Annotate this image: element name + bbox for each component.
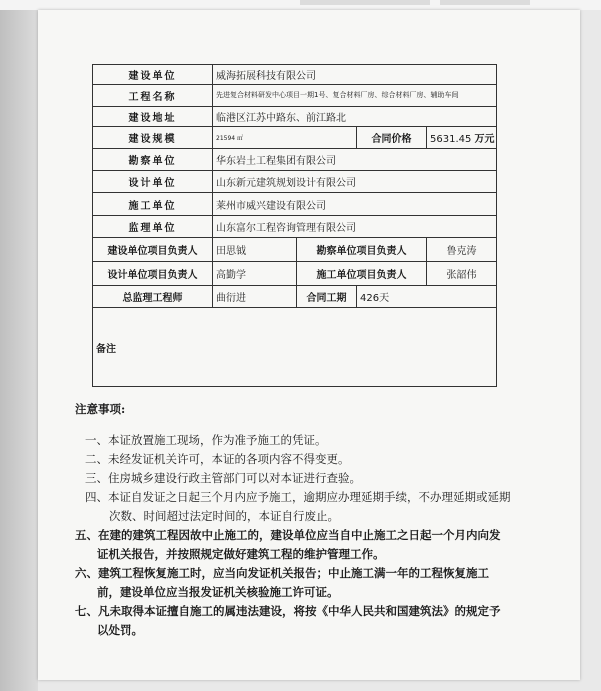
- top-bar-block: [440, 0, 530, 5]
- table-row: [93, 149, 497, 171]
- table-row: [93, 193, 497, 216]
- design-unit-label: 设计单位: [93, 171, 213, 193]
- note-item: 次数、时间超过法定时间的，本证自行废止。: [109, 509, 339, 523]
- table-row: [93, 308, 497, 387]
- note-item: 一、本证放置施工现场，作为准予施工的凭证。: [85, 433, 327, 447]
- contract-price-unit: 万元: [474, 134, 495, 145]
- survey-pm-label: 勘察单位项目负责人: [297, 238, 427, 262]
- contract-period-value: 426天: [357, 286, 497, 308]
- table-row: [93, 286, 497, 308]
- table-row: [93, 216, 497, 238]
- left-margin-shadow: [0, 10, 38, 691]
- note-item: 证机关报告，并按照规定做好建筑工程的维护管理工作。: [97, 547, 385, 561]
- note-item: 前，建设单位应当报发证机关核验施工许可证。: [97, 585, 339, 599]
- table-row: [93, 107, 497, 127]
- table-row: [93, 262, 497, 286]
- scale-label: 建设规模: [93, 127, 213, 149]
- owner-pm-value: 田思钺: [213, 238, 297, 262]
- note-item: 五、在建的建筑工程因故中止施工的，建设单位应当自中止施工之日起一个月内向发: [75, 528, 501, 542]
- builder-pm-value: 张韶伟: [427, 262, 497, 286]
- notes-section: [75, 400, 570, 640]
- survey-unit-value: 华东岩土工程集团有限公司: [213, 149, 497, 171]
- project-name-value: 先进复合材料研发中心项目一期1号、复合材料厂房、综合材料厂房、辅助车间: [213, 85, 497, 107]
- note-item: 二、未经发证机关许可，本证的各项内容不得变更。: [85, 452, 350, 466]
- survey-pm-value: 鲁克涛: [427, 238, 497, 262]
- note-item: 七、凡未取得本证擅自施工的属违法建设，将按《中华人民共和国建筑法》的规定予: [75, 604, 501, 618]
- project-name-label: 工程名称: [93, 85, 213, 107]
- builder-unit-value: 莱州市威兴建设有限公司: [213, 193, 497, 216]
- notes-title: 注意事项:: [75, 402, 126, 416]
- design-pm-label: 设计单位项目负责人: [93, 262, 213, 286]
- design-pm-value: 高勤学: [213, 262, 297, 286]
- chief-supervisor-label: 总监理工程师: [93, 286, 213, 308]
- contract-price-cell: [427, 127, 497, 149]
- supervision-unit-value: 山东富尔工程咨询管理有限公司: [213, 216, 497, 238]
- permit-info-table: [92, 64, 497, 387]
- project-address-label: 建设地址: [93, 107, 213, 127]
- table-row: [93, 171, 497, 193]
- table-row: [93, 238, 497, 262]
- note-item: 三、住房城乡建设行政主管部门可以对本证进行查验。: [85, 471, 361, 485]
- remarks-label: 备注: [93, 308, 497, 387]
- owner-pm-label: 建设单位项目负责人: [93, 238, 213, 262]
- scale-value: 21594 ㎡: [213, 127, 357, 149]
- construction-unit-value: 威海拓展科技有限公司: [213, 65, 497, 85]
- table-row: [93, 85, 497, 107]
- project-address-value: 临港区江苏中路东、前江路北: [213, 107, 497, 127]
- contract-price-value: 5631.45: [430, 134, 472, 145]
- note-item: 以处罚。: [97, 623, 143, 637]
- table-row: [93, 127, 497, 149]
- construction-unit-label: 建设单位: [93, 65, 213, 85]
- table-row: [93, 65, 497, 85]
- note-item: 四、本证自发证之日起三个月内应予施工，逾期应办理延期手续，不办理延期或延期: [85, 490, 511, 504]
- design-unit-value: 山东新元建筑规划设计有限公司: [213, 171, 497, 193]
- note-item: 六、建筑工程恢复施工时，应当向发证机关报告；中止施工满一年的工程恢复施工: [75, 566, 489, 580]
- chief-supervisor-value: 曲衍进: [213, 286, 297, 308]
- contract-price-label: 合同价格: [357, 127, 427, 149]
- top-bar: [0, 0, 601, 10]
- top-bar-block: [300, 0, 430, 5]
- supervision-unit-label: 监理单位: [93, 216, 213, 238]
- builder-unit-label: 施工单位: [93, 193, 213, 216]
- contract-period-label: 合同工期: [297, 286, 357, 308]
- builder-pm-label: 施工单位项目负责人: [297, 262, 427, 286]
- survey-unit-label: 勘察单位: [93, 149, 213, 171]
